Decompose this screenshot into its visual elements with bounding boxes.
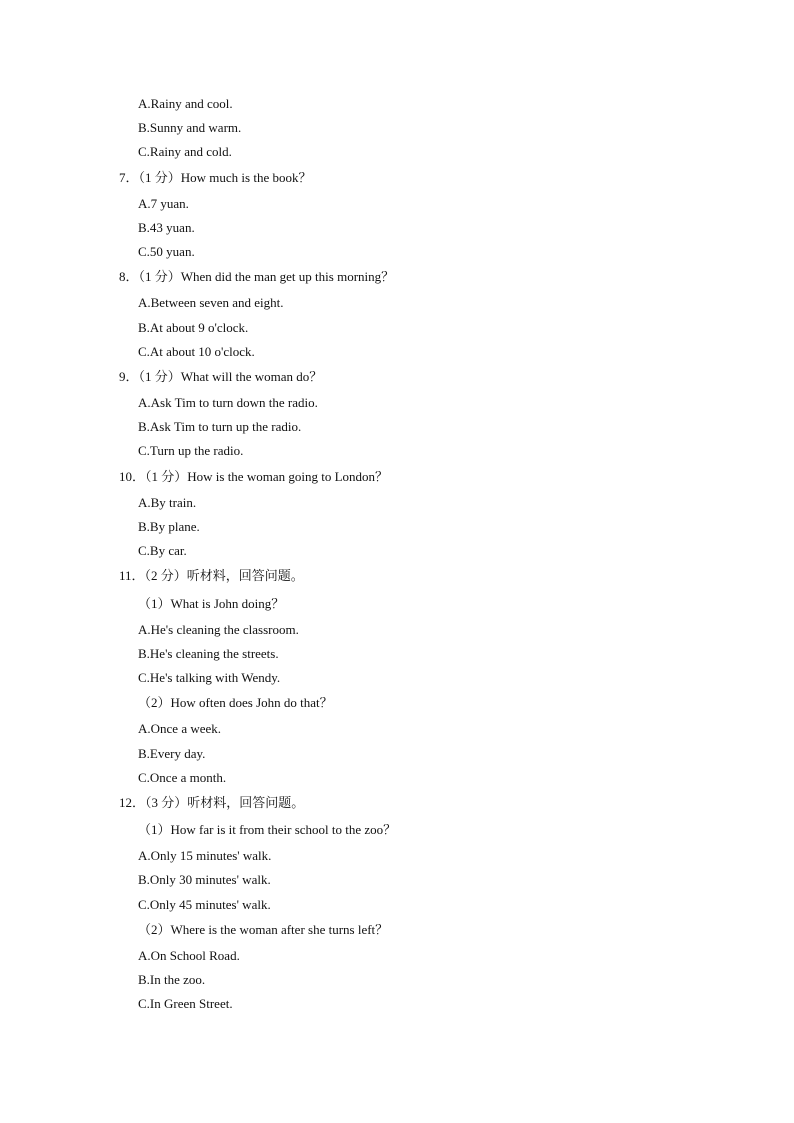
q11-stem: 11．（2 分）听材料，回答问题。 [119,568,304,583]
q10-option-b: B.By plane. [138,519,200,534]
q9-stem: 9．（1 分）What will the woman do？ [119,369,323,384]
q11-sub2-option-a: A.Once a week. [138,721,222,736]
q9-option-b: B.Ask Tim to turn up the radio. [138,419,302,434]
q9-option-a: A.Ask Tim to turn down the radio. [138,395,318,410]
q6-option-b: B.Sunny and warm. [138,120,242,135]
q12-sub1-stem: （1）How far is it from their school to the zoo？ [138,822,397,837]
q8-stem: 8．（1 分）When did the man get up this morning？ [119,269,395,284]
q10-option-c: C.By car. [138,543,187,558]
q12-sub2-option-c: C.In Green Street. [138,996,233,1011]
q8-option-a: A.Between seven and eight. [138,295,284,310]
q12-sub2-option-a: A.On School Road. [138,948,240,963]
q6-option-a: A.Rainy and cool. [138,96,233,111]
q11-sub2-option-b: B.Every day. [138,746,206,761]
q12-sub2-option-b: B.In the zoo. [138,972,206,987]
q6-option-c: C.Rainy and cold. [138,144,232,159]
q11-sub1-option-a: A.He's cleaning the classroom. [138,622,299,637]
q12-stem: 12．（3 分）听材料，回答问题。 [119,795,305,810]
q12-sub1-option-c: C.Only 45 minutes' walk. [138,897,271,912]
q11-sub2-stem: （2）How often does John do that？ [138,695,333,710]
q10-option-a: A.By train. [138,495,197,510]
q7-stem: 7．（1 分）How much is the book？ [119,170,312,185]
q11-sub1-option-c: C.He's talking with Wendy. [138,670,281,685]
q11-sub1-option-b: B.He's cleaning the streets. [138,646,279,661]
q12-sub1-option-b: B.Only 30 minutes' walk. [138,872,271,887]
q12-sub2-stem: （2）Where is the woman after she turns left？ [138,922,389,937]
q11-sub1-stem: （1）What is John doing？ [138,596,285,611]
q7-option-b: B.43 yuan. [138,220,195,235]
q7-option-a: A.7 yuan. [138,196,189,211]
q8-option-b: B.At about 9 o'clock. [138,320,249,335]
q11-sub2-option-c: C.Once a month. [138,770,227,785]
q7-option-c: C.50 yuan. [138,244,195,259]
q9-option-c: C.Turn up the radio. [138,443,244,458]
q10-stem: 10．（1 分）How is the woman going to London？ [119,469,389,484]
q12-sub1-option-a: A.Only 15 minutes' walk. [138,848,272,863]
q8-option-c: C.At about 10 o'clock. [138,344,255,359]
